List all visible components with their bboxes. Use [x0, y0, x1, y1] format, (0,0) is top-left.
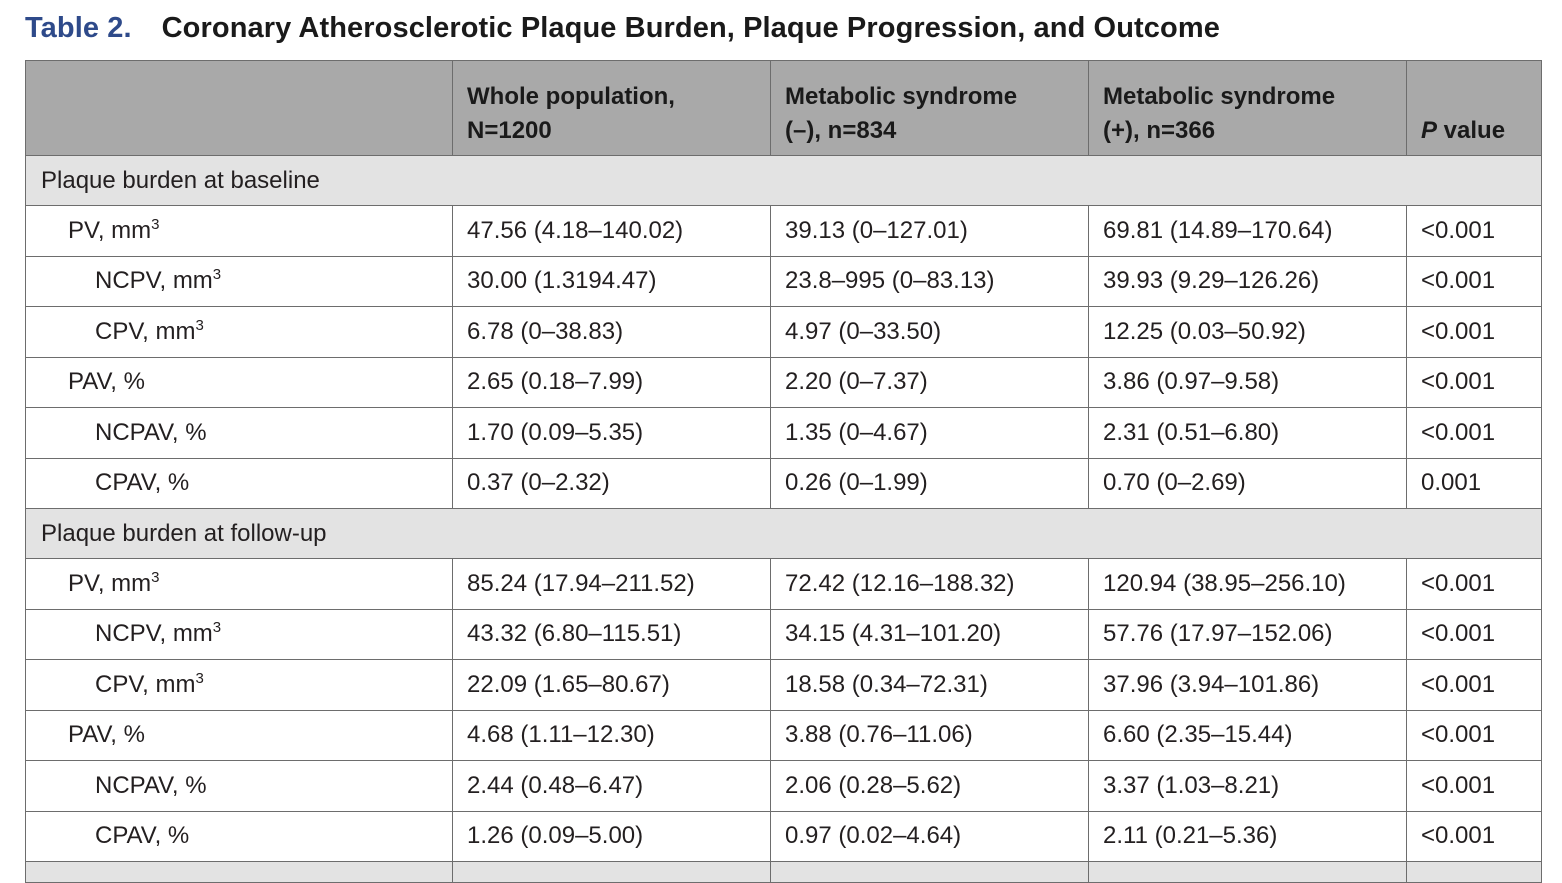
cell-ms-positive: 2.31 (0.51–6.80)	[1089, 408, 1407, 459]
cell-ms-negative: 72.42 (12.16–188.32)	[771, 559, 1089, 610]
cell-ms-negative: 0.97 (0.02–4.64)	[771, 811, 1089, 862]
cell-ms-positive: 37.96 (3.94–101.86)	[1089, 660, 1407, 711]
row-label-text: PV, mm	[68, 569, 152, 597]
section-header-row	[26, 509, 1542, 559]
row-label-text: NCPV, mm	[95, 620, 213, 648]
row-label	[26, 710, 453, 761]
row-label-text: NCPV, mm	[95, 267, 213, 295]
row-label	[26, 307, 453, 358]
table-row	[26, 761, 1542, 812]
row-label-text: CPV, mm	[95, 317, 196, 345]
cell-whole-population: 1.70 (0.09–5.35)	[453, 408, 771, 459]
cell-ms-negative: 23.8–995 (0–83.13)	[771, 256, 1089, 307]
cell-p-value: 0.001	[1407, 458, 1542, 509]
header-text: Whole population,	[467, 83, 675, 110]
cell-p-value: <0.001	[1407, 811, 1542, 862]
section-header-row	[26, 156, 1542, 206]
header-cell-ms-negative	[771, 61, 1089, 156]
table-row	[26, 206, 1542, 257]
cell-ms-positive: 0.70 (0–2.69)	[1089, 458, 1407, 509]
table-row	[26, 357, 1542, 408]
table-body	[26, 156, 1542, 883]
row-label-text: PAV, %	[68, 368, 145, 396]
row-label	[26, 660, 453, 711]
header-text: Metabolic syndrome	[785, 83, 1018, 110]
header-text: value	[1437, 117, 1506, 144]
header-row	[26, 61, 1542, 156]
unit-superscript: 3	[195, 316, 204, 334]
row-label-text: CPV, mm	[95, 670, 196, 698]
cell-whole-population: 30.00 (1.3194.47)	[453, 256, 771, 307]
table-cell	[1089, 862, 1407, 883]
cell-ms-negative: 1.35 (0–4.67)	[771, 408, 1089, 459]
cell-p-value: <0.001	[1407, 256, 1542, 307]
cell-p-value: <0.001	[1407, 559, 1542, 610]
cell-whole-population: 43.32 (6.80–115.51)	[453, 609, 771, 660]
header-text: (+), n=366	[1103, 117, 1216, 144]
table-row	[26, 458, 1542, 509]
cell-ms-negative: 0.26 (0–1.99)	[771, 458, 1089, 509]
cell-ms-positive: 57.76 (17.97–152.06)	[1089, 609, 1407, 660]
cell-whole-population: 2.65 (0.18–7.99)	[453, 357, 771, 408]
cell-ms-positive: 39.93 (9.29–126.26)	[1089, 256, 1407, 307]
unit-superscript: 3	[151, 215, 160, 233]
cell-p-value: <0.001	[1407, 609, 1542, 660]
row-label	[26, 256, 453, 307]
cell-whole-population: 85.24 (17.94–211.52)	[453, 559, 771, 610]
row-label	[26, 761, 453, 812]
cell-ms-negative: 4.97 (0–33.50)	[771, 307, 1089, 358]
table-cell	[26, 862, 453, 883]
table-row	[26, 307, 1542, 358]
cell-p-value: <0.001	[1407, 761, 1542, 812]
row-label-text: PAV, %	[68, 721, 145, 749]
row-label	[26, 559, 453, 610]
header-cell-p-value	[1407, 61, 1542, 156]
header-cell-row-label	[26, 61, 453, 156]
row-label	[26, 357, 453, 408]
row-label	[26, 458, 453, 509]
header-cell-whole-population	[453, 61, 771, 156]
cell-p-value: <0.001	[1407, 408, 1542, 459]
table-cell	[1407, 862, 1542, 883]
unit-superscript: 3	[151, 568, 160, 586]
header-text-italic: P	[1421, 117, 1438, 144]
cell-p-value: <0.001	[1407, 660, 1542, 711]
row-label	[26, 408, 453, 459]
table-title: Coronary Atherosclerotic Plaque Burden, Plaque Progression, and Outcome	[161, 12, 1220, 44]
table-cell	[453, 862, 771, 883]
cell-p-value: <0.001	[1407, 357, 1542, 408]
row-label-text: CPAV, %	[95, 469, 190, 497]
cell-ms-negative: 2.06 (0.28–5.62)	[771, 761, 1089, 812]
cell-whole-population: 1.26 (0.09–5.00)	[453, 811, 771, 862]
header-text: Metabolic syndrome	[1103, 83, 1336, 110]
cut-off-row	[26, 862, 1542, 883]
cell-whole-population: 22.09 (1.65–80.67)	[453, 660, 771, 711]
cell-ms-negative: 34.15 (4.31–101.20)	[771, 609, 1089, 660]
data-table	[25, 60, 1542, 883]
section-title: Plaque burden at baseline	[26, 156, 1542, 206]
unit-superscript: 3	[212, 266, 222, 284]
cell-ms-positive: 120.94 (38.95–256.10)	[1089, 559, 1407, 610]
row-label	[26, 811, 453, 862]
row-label-text: NCPAV, %	[95, 418, 207, 446]
table-header	[26, 61, 1542, 156]
row-label-text: CPAV, %	[95, 822, 190, 850]
cell-ms-negative: 2.20 (0–7.37)	[771, 357, 1089, 408]
cell-p-value: <0.001	[1407, 206, 1542, 257]
table-row	[26, 710, 1542, 761]
table-row	[26, 408, 1542, 459]
cell-ms-negative: 39.13 (0–127.01)	[771, 206, 1089, 257]
header-text: (–), n=834	[785, 117, 897, 144]
unit-superscript: 3	[212, 619, 222, 637]
table-caption	[25, 8, 1220, 48]
cell-whole-population: 6.78 (0–38.83)	[453, 307, 771, 358]
table-row	[26, 559, 1542, 610]
cell-ms-positive: 12.25 (0.03–50.92)	[1089, 307, 1407, 358]
row-label	[26, 609, 453, 660]
unit-superscript: 3	[195, 669, 204, 687]
header-text: N=1200	[467, 117, 552, 144]
table-cell	[771, 862, 1089, 883]
cell-p-value: <0.001	[1407, 710, 1542, 761]
cell-ms-positive: 69.81 (14.89–170.64)	[1089, 206, 1407, 257]
table-row	[26, 256, 1542, 307]
table-number: Table 2.	[25, 12, 132, 44]
cell-ms-positive: 6.60 (2.35–15.44)	[1089, 710, 1407, 761]
cell-p-value: <0.001	[1407, 307, 1542, 358]
row-label	[26, 206, 453, 257]
row-label-text: NCPAV, %	[95, 771, 207, 799]
cell-whole-population: 47.56 (4.18–140.02)	[453, 206, 771, 257]
table-row	[26, 660, 1542, 711]
header-cell-ms-positive	[1089, 61, 1407, 156]
row-label-text: PV, mm	[68, 216, 152, 244]
section-title: Plaque burden at follow-up	[26, 509, 1542, 559]
table-row	[26, 609, 1542, 660]
cell-ms-positive: 2.11 (0.21–5.36)	[1089, 811, 1407, 862]
cell-whole-population: 4.68 (1.11–12.30)	[453, 710, 771, 761]
table-row	[26, 811, 1542, 862]
cell-ms-positive: 3.86 (0.97–9.58)	[1089, 357, 1407, 408]
cell-whole-population: 2.44 (0.48–6.47)	[453, 761, 771, 812]
cell-whole-population: 0.37 (0–2.32)	[453, 458, 771, 509]
cell-ms-negative: 3.88 (0.76–11.06)	[771, 710, 1089, 761]
cell-ms-negative: 18.58 (0.34–72.31)	[771, 660, 1089, 711]
cell-ms-positive: 3.37 (1.03–8.21)	[1089, 761, 1407, 812]
